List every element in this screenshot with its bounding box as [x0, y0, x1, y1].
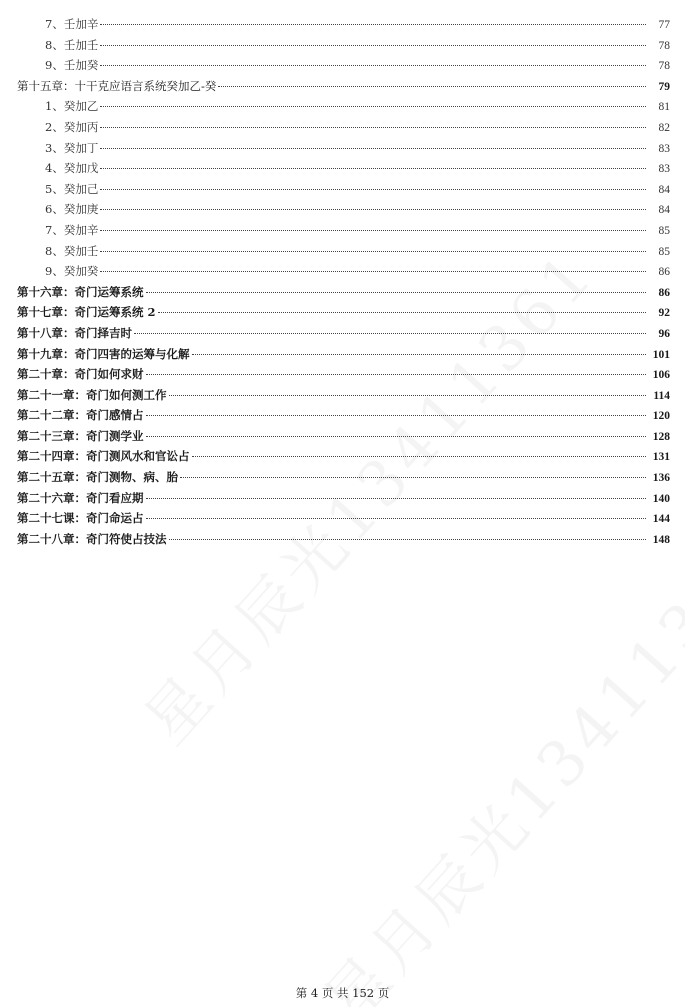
dot-leader — [192, 455, 647, 457]
dot-leader — [100, 105, 646, 107]
toc-section-entry[interactable] — [17, 261, 670, 282]
toc-section-entry[interactable] — [17, 158, 670, 179]
dot-leader — [169, 394, 647, 396]
toc-chapter-entry[interactable] — [17, 488, 670, 509]
toc-entry-label: 1、癸加乙 — [45, 99, 99, 114]
toc-entry-label: 第二十四章：奇门测风水和官讼占 — [17, 449, 190, 464]
toc-entry-page-number: 85 — [658, 224, 670, 237]
toc-entry-label: 7、壬加辛 — [45, 17, 99, 31]
toc-entry-label: 9、癸加癸 — [45, 264, 99, 279]
toc-entry-label: 第二十二章：奇门感情占 — [17, 408, 144, 423]
dot-leader — [100, 250, 646, 252]
dot-leader — [134, 332, 646, 334]
watermark-text — [300, 508, 685, 1007]
dot-leader — [180, 476, 646, 478]
toc-entry-label: 5、癸加己 — [45, 181, 99, 196]
toc-entry-label: 第二十一章：奇门如何测工作 — [17, 387, 167, 402]
toc-entry-label: 第十七章：奇门运筹系统 2 — [17, 305, 156, 320]
dot-leader — [146, 291, 647, 293]
toc-entry-label: 9、壬加癸 — [45, 58, 99, 73]
toc-entry-label: 7、癸加辛 — [45, 222, 99, 237]
toc-entry-page-number: 131 — [652, 451, 670, 464]
toc-entry-label: 第二十五章：奇门测物、病、胎 — [17, 470, 178, 485]
toc-entry-label: 第二十三章：奇门测学业 — [17, 428, 144, 443]
dot-leader — [100, 126, 646, 128]
dot-leader — [100, 44, 646, 46]
toc-entry-page-number: 82 — [658, 121, 670, 134]
dot-leader — [100, 208, 646, 210]
toc-entry-page-number: 78 — [658, 39, 670, 52]
dot-leader — [169, 538, 647, 540]
toc-section-entry[interactable] — [17, 220, 670, 241]
toc-entry-label: 第十九章：奇门四害的运筹与化解 — [17, 346, 190, 361]
toc-entry-page-number: 92 — [658, 307, 670, 320]
toc-section-entry[interactable] — [17, 179, 670, 200]
dot-leader — [146, 497, 647, 499]
toc-chapter-entry[interactable] — [17, 282, 670, 303]
toc-entry-label: 第二十章：奇门如何求财 — [17, 367, 144, 382]
dot-leader — [192, 353, 647, 355]
toc-entry-label: 第二十八章：奇门符使占技法 — [17, 531, 167, 546]
page-footer: 第 4 页 共 152 页 — [295, 986, 390, 1000]
toc-chapter-entry[interactable] — [17, 426, 670, 447]
dot-leader — [100, 270, 646, 272]
toc-chapter-entry[interactable] — [17, 508, 670, 529]
toc-entry-page-number: 83 — [658, 163, 670, 176]
toc-entry-page-number: 83 — [658, 142, 670, 155]
toc-section-entry[interactable] — [17, 199, 670, 220]
toc-entry-label: 第二十七课：奇门命运占 — [17, 511, 144, 526]
toc-entry-page-number: 81 — [658, 101, 670, 114]
toc-chapter-entry[interactable] — [17, 302, 670, 323]
toc-entry-page-number: 120 — [652, 410, 670, 423]
toc-chapter-entry[interactable] — [17, 364, 670, 385]
toc-chapter-entry[interactable] — [17, 344, 670, 365]
toc-entry-page-number: 96 — [658, 327, 670, 340]
toc-section-entry[interactable] — [17, 117, 670, 138]
dot-leader — [146, 414, 647, 416]
toc-chapter-entry[interactable] — [17, 323, 670, 344]
toc-entry-label: 第十八章：奇门择吉时 — [17, 325, 132, 340]
dot-leader — [100, 147, 646, 149]
toc-section-entry[interactable] — [17, 96, 670, 117]
toc-entry-label: 8、壬加壬 — [45, 37, 99, 52]
toc-section-entry[interactable] — [17, 241, 670, 262]
toc-entry-label: 3、癸加丁 — [45, 140, 99, 155]
toc-entry-page-number: 148 — [652, 533, 670, 546]
toc-entry-label: 第二十六章：奇门看应期 — [17, 490, 144, 505]
toc-section-entry[interactable] — [17, 55, 670, 76]
dot-leader — [146, 373, 647, 375]
toc-chapter-entry[interactable] — [17, 446, 670, 467]
toc-chapter-entry[interactable] — [17, 405, 670, 426]
dot-leader — [146, 517, 647, 519]
toc-section-entry[interactable] — [17, 35, 670, 56]
toc-chapter-entry[interactable] — [17, 467, 670, 488]
toc-entry-label: 6、癸加庚 — [45, 202, 99, 217]
toc-entry-page-number: 136 — [652, 472, 670, 485]
toc-entry-page-number: 144 — [652, 513, 670, 526]
toc-entry-page-number: 79 — [658, 80, 670, 93]
toc-entry-page-number: 86 — [658, 286, 670, 299]
dot-leader — [100, 64, 646, 66]
toc-entry-label: 4、癸加戊 — [45, 161, 99, 176]
toc-entry-page-number: 78 — [658, 60, 670, 73]
toc-section-entry[interactable] — [17, 138, 670, 159]
toc-entry-page-number: 106 — [652, 369, 670, 382]
toc-entry-page-number: 85 — [658, 245, 670, 258]
dot-leader — [100, 23, 646, 25]
toc-entry-label: 第十五章：十干克应语言系统癸加乙-癸 — [17, 78, 217, 93]
toc-entry-page-number: 77 — [658, 19, 670, 31]
dot-leader — [100, 167, 646, 169]
toc-section-entry[interactable] — [17, 14, 670, 35]
toc-entry-label: 8、癸加壬 — [45, 243, 99, 258]
dot-leader — [158, 311, 646, 313]
toc-entry-page-number: 84 — [658, 183, 670, 196]
toc-entry-page-number: 86 — [658, 266, 670, 279]
toc-entry-page-number: 140 — [652, 492, 670, 505]
toc-chapter-entry[interactable] — [17, 529, 670, 550]
toc-entry-page-number: 114 — [653, 389, 670, 402]
toc-entry-page-number: 84 — [658, 204, 670, 217]
toc-entry-page-number: 128 — [652, 430, 670, 443]
toc-chapter-entry[interactable] — [17, 76, 670, 97]
dot-leader — [146, 435, 647, 437]
toc-entry-page-number: 101 — [652, 348, 670, 361]
dot-leader — [218, 85, 646, 87]
table-of-contents — [17, 14, 670, 549]
dot-leader — [100, 188, 646, 190]
toc-entry-label: 第十六章：奇门运筹系统 — [17, 284, 144, 299]
toc-entry-label: 2、癸加丙 — [45, 119, 99, 134]
dot-leader — [100, 229, 646, 231]
toc-chapter-entry[interactable] — [17, 385, 670, 406]
